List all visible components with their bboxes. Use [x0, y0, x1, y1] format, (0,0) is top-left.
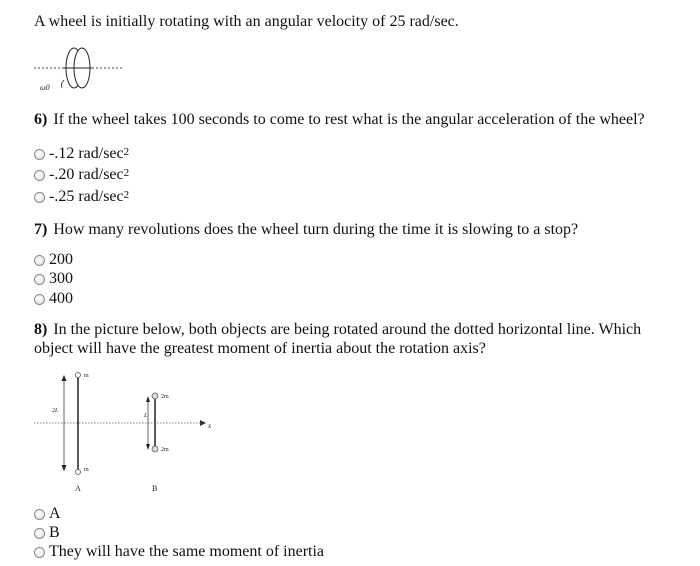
- q7-option-2-label: 300: [49, 270, 73, 287]
- q8-option-1-label: A: [49, 505, 61, 522]
- q8-option-2[interactable]: [34, 523, 60, 543]
- radio-button[interactable]: [34, 192, 45, 203]
- q6-option-3-label: -.25 rad/sec: [49, 188, 124, 205]
- q6-option-1-label: -.12 rad/sec: [49, 145, 124, 162]
- arrow-down-icon: [146, 444, 150, 450]
- q6-option-2-label: -.20 rad/sec: [49, 166, 124, 183]
- object-a-label: A: [75, 484, 81, 493]
- question-8-line-1: 8) In the picture below, both objects are being rotated around the dotted horizontal line. Which: [34, 321, 642, 338]
- question-8-number: 8): [34, 321, 48, 338]
- arrow-up-icon: [62, 375, 67, 381]
- q7-option-3[interactable]: [34, 289, 73, 309]
- question-6: [34, 110, 674, 129]
- omega-arrow-icon: [61, 80, 64, 88]
- object-a-top-mass-label: m: [84, 373, 89, 379]
- question-7-text: How many revolutions does the wheel turn during the time it is slowing to a stop?: [53, 221, 579, 238]
- q6-option-3[interactable]: -.25 rad/sec $^2$: [34, 187, 129, 207]
- q6-option-2[interactable]: -.20 rad/sec $^2$: [34, 165, 129, 185]
- q6-option-1[interactable]: -.12 rad/sec $^2$: [34, 144, 129, 164]
- radio-button[interactable]: [34, 149, 45, 160]
- object-b-top-mass-label: 2m: [161, 394, 169, 400]
- intro-text: A wheel is initially rotating with an angular velocity of 25 rad/sec.: [34, 13, 459, 30]
- radio-button[interactable]: [34, 547, 45, 558]
- q8-option-3-label: They will have the same moment of inertia: [49, 543, 325, 560]
- question-8: [34, 320, 674, 358]
- wheel-figure: [30, 44, 130, 96]
- question-7-number: 7): [34, 221, 48, 238]
- radio-button[interactable]: [34, 274, 45, 285]
- question-7: [34, 220, 674, 239]
- radio-button[interactable]: [34, 294, 45, 305]
- axis-arrow-icon: [200, 420, 206, 426]
- q7-option-1[interactable]: [34, 250, 73, 270]
- object-a-top-mass: [76, 373, 81, 378]
- object-b-bottom-mass: [152, 446, 158, 452]
- object-b-bottom-mass-label: 2m: [161, 447, 169, 453]
- arrow-down-icon: [62, 465, 67, 471]
- inertia-figure: [30, 365, 230, 495]
- q8-option-1[interactable]: [34, 504, 61, 524]
- radio-button[interactable]: [34, 509, 45, 520]
- question-6-number: 6): [34, 111, 48, 128]
- radio-button[interactable]: [34, 528, 45, 539]
- question-6-text: If the wheel takes 100 seconds to come to rest what is the angular acceleration of the wheel?: [53, 111, 645, 128]
- object-b-length-label: L: [144, 413, 148, 419]
- object-a-length-label: 2L: [52, 408, 59, 414]
- q8-option-2-label: B: [49, 524, 60, 541]
- axis-label: x: [208, 422, 212, 430]
- omega-label: ω0: [40, 83, 50, 92]
- arrow-up-icon: [146, 396, 150, 402]
- q7-option-1-label: 200: [49, 251, 73, 268]
- object-a-bottom-mass-label: m: [84, 467, 89, 473]
- q8-option-3[interactable]: [34, 542, 324, 562]
- q7-option-2[interactable]: [34, 269, 73, 289]
- object-a-bottom-mass: [76, 470, 81, 475]
- object-b-label: B: [152, 484, 158, 493]
- object-b-top-mass: [152, 393, 158, 399]
- q7-option-3-label: 400: [49, 290, 73, 307]
- radio-button[interactable]: [34, 255, 45, 266]
- radio-button[interactable]: [34, 170, 45, 181]
- question-8-line-2: object will have the greatest moment of inertia about the rotation axis?: [34, 340, 486, 357]
